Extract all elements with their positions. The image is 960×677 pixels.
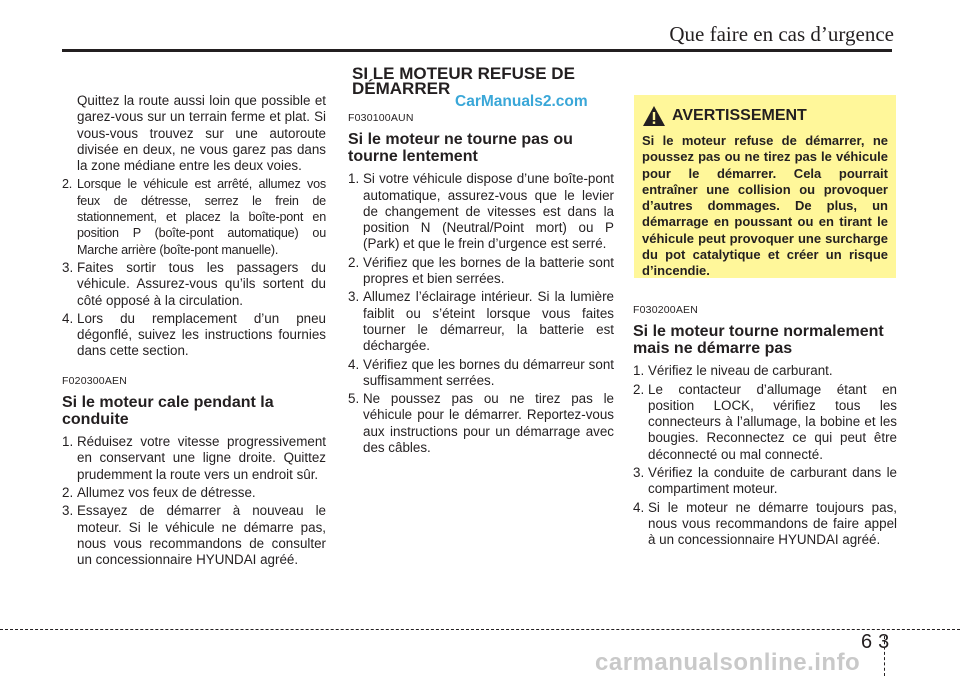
step-text: Vérifiez que les bornes du démarreur sont suffisamment serrées. xyxy=(363,356,614,388)
step-text: Réduisez votre vitesse progressivement en conservant une ligne droite. Quittez prudemment la route vers un endroit sûr. xyxy=(77,434,326,482)
step-text: Vérifiez le niveau de carburant. xyxy=(648,363,833,379)
step-number: 3. xyxy=(62,259,74,275)
step-text: Essayez de démarrer à nouveau le moteur. Si le véhicule ne démarre pas, nous vous recommandons de consulter un concessionnaire HYUNDAI agréé. xyxy=(77,503,326,568)
stall-steps-list xyxy=(62,434,326,568)
step-text: Si votre véhicule dispose d’une boîte-pont automatique, assurez-vous que le levier de changement de vitesses est dans la position N (Neutral/Point mort) ou P (Park) et que le frein d’urgence est serré. xyxy=(363,171,614,252)
step-number: 2. xyxy=(633,381,645,397)
list-item xyxy=(633,500,897,549)
step-number: 1. xyxy=(62,434,74,450)
step-number: 4. xyxy=(348,356,360,372)
step-text: Faites sortir tous les passagers du véhicule. Assurez-vous qu’ils sortent du côté opposé à la circulation. xyxy=(77,259,326,308)
warning-triangle-icon xyxy=(642,105,666,127)
list-item xyxy=(62,434,326,483)
section-code: F030200AEN xyxy=(633,304,699,316)
step-text: Lors du remplacement d’un pneu dégonflé, suivez les instructions fournies dans cette section. xyxy=(77,310,326,359)
watermark-link[interactable]: CarManuals2.com xyxy=(455,93,588,110)
list-item xyxy=(62,260,326,309)
section-heading: Si le moteur tourne normalement mais ne démarre pas xyxy=(633,323,884,358)
step-number: 3. xyxy=(62,503,74,519)
step-number: 4. xyxy=(633,499,645,515)
list-item xyxy=(348,391,614,456)
step-number: 2. xyxy=(348,254,360,270)
intro-paragraph: Quittez la route aussi loin que possible et garez-vous sur un terrain ferme et plat. Si vous-vous trouvez sur une autoroute divisée en deux, ne vous garez pas dans la zone médiane entre les deux voies. xyxy=(77,93,326,174)
step-number: 4. xyxy=(62,310,74,326)
section-heading: Si le moteur cale pendant la conduite xyxy=(62,394,274,429)
list-item xyxy=(633,382,897,463)
header-rule xyxy=(62,49,892,52)
step-text: Ne poussez pas ou ne tirez pas le véhicule pour le démarrer. Reportez-vous aux instructions pour un démarrage avec des câbles. xyxy=(363,391,614,456)
page-number-separator xyxy=(884,636,885,676)
section-heading: Si le moteur ne tourne pas ou tourne lentement xyxy=(348,131,573,166)
list-item xyxy=(62,503,326,568)
warning-title: AVERTISSEMENT xyxy=(672,107,807,124)
warning-text: Si le moteur refuse de démarrer, ne poussez pas ou ne tirez pas le véhicule pour le démarrer. Cela pourrait entraîner une collision ou provoquer d’autres dommages. De plus, un démarrage en poussant ou en tirant le véhicule peut provoquer une surcharge du pot catalytique et créer un risque d’incendie. xyxy=(642,133,888,279)
left-column xyxy=(62,93,326,570)
step-number: 5. xyxy=(348,391,360,407)
left-steps-list xyxy=(62,176,326,359)
list-item xyxy=(633,363,897,379)
right-column xyxy=(633,302,897,551)
list-item xyxy=(62,311,326,360)
page-header-title: Que faire en cas d’urgence xyxy=(669,22,894,46)
footer-dashed-rule xyxy=(0,629,960,630)
step-number: 3. xyxy=(633,465,645,481)
step-number: 2. xyxy=(62,484,74,500)
cranks-no-start-steps-list xyxy=(633,363,897,548)
step-number: 1. xyxy=(348,171,360,187)
step-number: 2. xyxy=(62,177,73,192)
step-text: Allumez l’éclairage intérieur. Si la lumière faiblit ou s’éteint lorsque vous faites tourner le démarreur, la batterie est déchargée. xyxy=(363,289,614,354)
list-item xyxy=(348,289,614,354)
step-number: 1. xyxy=(633,363,645,379)
list-item xyxy=(62,176,326,257)
list-item xyxy=(62,485,326,501)
step-text: Le contacteur d’allumage étant en position LOCK, vérifiez tous les connecteurs à l’allumage, la bobine et les bougies. Reconnectez ce qui peut être déconnecté ou mal connecté. xyxy=(648,381,897,462)
list-item xyxy=(348,255,614,288)
list-item xyxy=(348,171,614,252)
no-crank-steps-list xyxy=(348,171,614,456)
step-text: Vérifiez la conduite de carburant dans le compartiment moteur. xyxy=(648,465,897,497)
main-section-title: SI LE MOTEUR REFUSE DE DÉMARRER xyxy=(352,64,575,98)
list-item xyxy=(633,465,897,498)
page-number: 63 xyxy=(861,631,896,653)
footer-watermark[interactable]: carmanualsonline.info xyxy=(595,649,861,676)
step-text: Allumez vos feux de détresse. xyxy=(77,484,256,500)
section-code: F030100AUN xyxy=(348,112,414,124)
list-item xyxy=(348,357,614,390)
middle-column xyxy=(348,110,614,458)
warning-box xyxy=(634,95,896,278)
step-text: Vérifiez que les bornes de la batterie sont propres et bien serrées. xyxy=(363,254,614,287)
section-code: F020300AEN xyxy=(62,374,128,387)
step-number: 3. xyxy=(348,289,360,305)
step-text: Si le moteur ne démarre toujours pas, nous vous recommandons de faire appel à un concessionnaire HYUNDAI agréé. xyxy=(648,499,897,548)
step-text: Lorsque le véhicule est arrêté, allumez vos feux de détresse, serrez le frein de stationnement, et placez la boîte-pont en position P (boîte-pont automatique) ou Marche arrière (boîte-pont manuelle). xyxy=(77,177,326,257)
warning-title-row xyxy=(642,105,888,127)
